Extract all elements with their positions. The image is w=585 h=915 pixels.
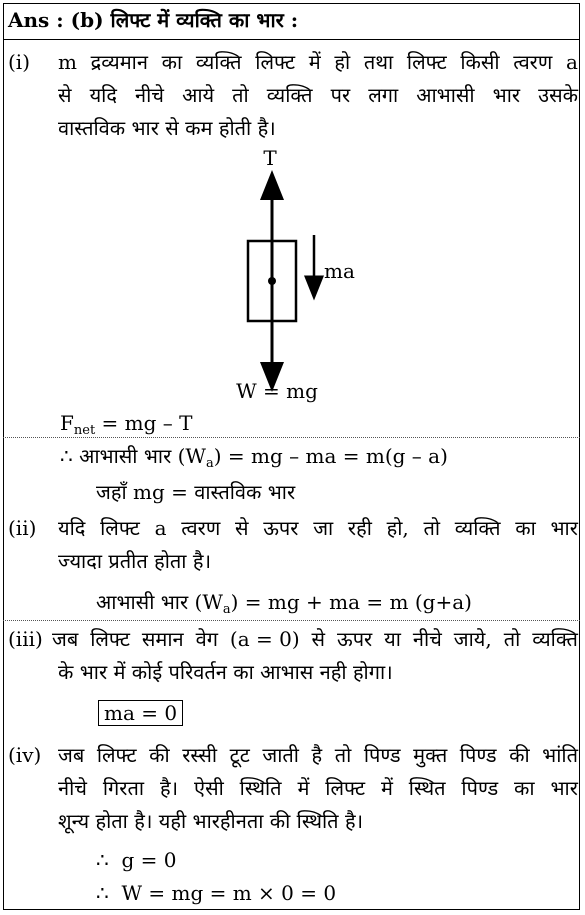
- word: का: [514, 776, 535, 800]
- word: की: [149, 743, 170, 767]
- tension-label: T: [263, 146, 277, 170]
- word: है।: [159, 776, 179, 800]
- word: पिण्ड: [461, 776, 499, 800]
- word: m: [58, 50, 77, 74]
- word: (a = 0): [229, 627, 300, 651]
- fnet-symbol: F: [60, 411, 74, 435]
- part-i-line-3: वास्तविक भार से कम होती है।: [58, 116, 276, 140]
- word: जाये,: [453, 627, 492, 651]
- word: जब: [52, 627, 79, 651]
- word: पिण्ड: [363, 743, 401, 767]
- word: हो: [334, 50, 351, 74]
- word: समान: [141, 627, 184, 651]
- word: व्यक्ति: [454, 516, 501, 540]
- weightless-equation: [96, 878, 336, 908]
- part-ii-number: (ii): [8, 516, 37, 540]
- word: लिफ्ट: [406, 50, 447, 74]
- word: नीचे: [412, 627, 442, 651]
- word: में: [380, 776, 393, 800]
- word: की: [509, 743, 530, 767]
- word: भार: [550, 516, 578, 540]
- word: यदि: [89, 83, 117, 107]
- word: भांति: [542, 743, 578, 767]
- word: a: [154, 516, 167, 540]
- word: लगा: [368, 83, 399, 107]
- answer-heading: [8, 5, 298, 35]
- word: में: [308, 50, 321, 74]
- therefore-symbol: ∴: [96, 848, 109, 872]
- part-i-number: (i): [8, 50, 31, 74]
- part-iii-line-1: [52, 624, 578, 654]
- apparent-weight-suffix: ) = mg – ma = m(g – a): [213, 444, 448, 468]
- word: लिफ्ट: [255, 50, 296, 74]
- word: रस्सी: [182, 743, 218, 767]
- apparent-weight-subscript: a: [222, 602, 231, 617]
- word: ऐसी: [194, 776, 224, 800]
- true-weight-note: जहाँ mg = वास्तविक भार: [96, 480, 296, 504]
- word: तो: [503, 627, 521, 651]
- section-divider: [3, 437, 580, 438]
- word: वेग: [195, 627, 218, 651]
- heading-title: लिफ्ट में व्यक्ति का भार :: [110, 8, 299, 32]
- word: भार: [550, 776, 578, 800]
- apparent-weight-prefix: आभासी भार (W: [79, 444, 206, 468]
- word: a: [566, 50, 578, 74]
- word: से: [311, 627, 326, 651]
- word: लिफ्ट: [100, 516, 140, 540]
- part-iv-line-2: [58, 773, 578, 803]
- word: ऊपर: [263, 516, 299, 540]
- word: तो: [423, 516, 441, 540]
- apparent-weight-suffix: ) = mg + ma = m (g+a): [230, 590, 472, 614]
- g-zero-text: g = 0: [121, 848, 177, 872]
- word: स्थिति: [239, 776, 282, 800]
- word: लिफ्ट: [96, 743, 137, 767]
- part-iii-number: (iii): [8, 627, 43, 651]
- word: द्रव्यमान: [90, 50, 148, 74]
- part-iii-line-2: के भार में कोई परिवर्तन का आभास नही होगा।: [58, 660, 393, 684]
- word: मुक्त: [413, 743, 448, 767]
- word: आभासी: [416, 83, 475, 107]
- boxed-equation: [98, 698, 183, 728]
- apparent-weight-subscript: a: [205, 456, 214, 471]
- word: लिफ्ट: [90, 627, 130, 651]
- word: या: [384, 627, 401, 651]
- word: पर: [330, 83, 351, 107]
- g-zero-equation: [96, 845, 176, 875]
- word: हो,: [386, 516, 409, 540]
- apparent-weight-equation: [60, 441, 448, 479]
- word: आये: [182, 83, 215, 107]
- weightless-text: W = mg = m × 0 = 0: [121, 881, 337, 905]
- word: व्यक्ति: [532, 627, 578, 651]
- word: से: [58, 83, 72, 107]
- part-iv-number: (iv): [8, 743, 42, 767]
- word: जा: [313, 516, 334, 540]
- acceleration-label: ma: [324, 259, 355, 283]
- part-iv-line-3: शून्य होता है। यही भारहीनता की स्थिति है।: [58, 809, 364, 833]
- word: स्थित: [408, 776, 446, 800]
- part-i-line-2: [58, 80, 578, 110]
- weight-label: W = mg: [236, 379, 318, 403]
- word: जब: [58, 743, 85, 767]
- apparent-weight-prefix: आभासी भार (W: [96, 590, 223, 614]
- force-diagram: [200, 145, 380, 410]
- fnet-subscript: net: [73, 423, 96, 438]
- word: ऊपर: [337, 627, 373, 651]
- word: तथा: [363, 50, 394, 74]
- word: पिण्ड: [459, 743, 497, 767]
- fnet-rhs: = mg – T: [101, 411, 193, 435]
- answer-prefix: Ans : (b): [8, 8, 104, 32]
- word: तो: [334, 743, 352, 767]
- part-ii-line-2: ज्यादा प्रतीत होता है।: [58, 549, 212, 573]
- word: नीचे: [135, 83, 165, 107]
- ma-zero-box: ma = 0: [98, 700, 183, 726]
- therefore-symbol: ∴: [96, 881, 109, 905]
- part-ii-line-1: [58, 513, 578, 543]
- word: टूट: [229, 743, 250, 767]
- word: लिफ्ट: [325, 776, 366, 800]
- word: में: [297, 776, 310, 800]
- word: जाती: [262, 743, 299, 767]
- word: त्वरण: [513, 50, 553, 74]
- word: है: [311, 743, 323, 767]
- word: व्यक्ति: [195, 50, 242, 74]
- word: गिरता: [102, 776, 145, 800]
- word: भार: [492, 83, 521, 107]
- word: यदि: [58, 516, 86, 540]
- therefore-symbol: ∴: [60, 444, 73, 468]
- word: उसके: [538, 83, 578, 107]
- word: व्यक्ति: [266, 83, 313, 107]
- word: से: [235, 516, 249, 540]
- word: किसी: [460, 50, 500, 74]
- word: नीचे: [58, 776, 87, 800]
- word: का: [161, 50, 183, 74]
- word: तो: [232, 83, 249, 107]
- part-iv-line-1: [58, 740, 578, 770]
- word: का: [515, 516, 536, 540]
- part-i-line-1: [58, 47, 578, 77]
- word: रही: [347, 516, 372, 540]
- section-divider: [3, 620, 580, 621]
- word: त्वरण: [181, 516, 221, 540]
